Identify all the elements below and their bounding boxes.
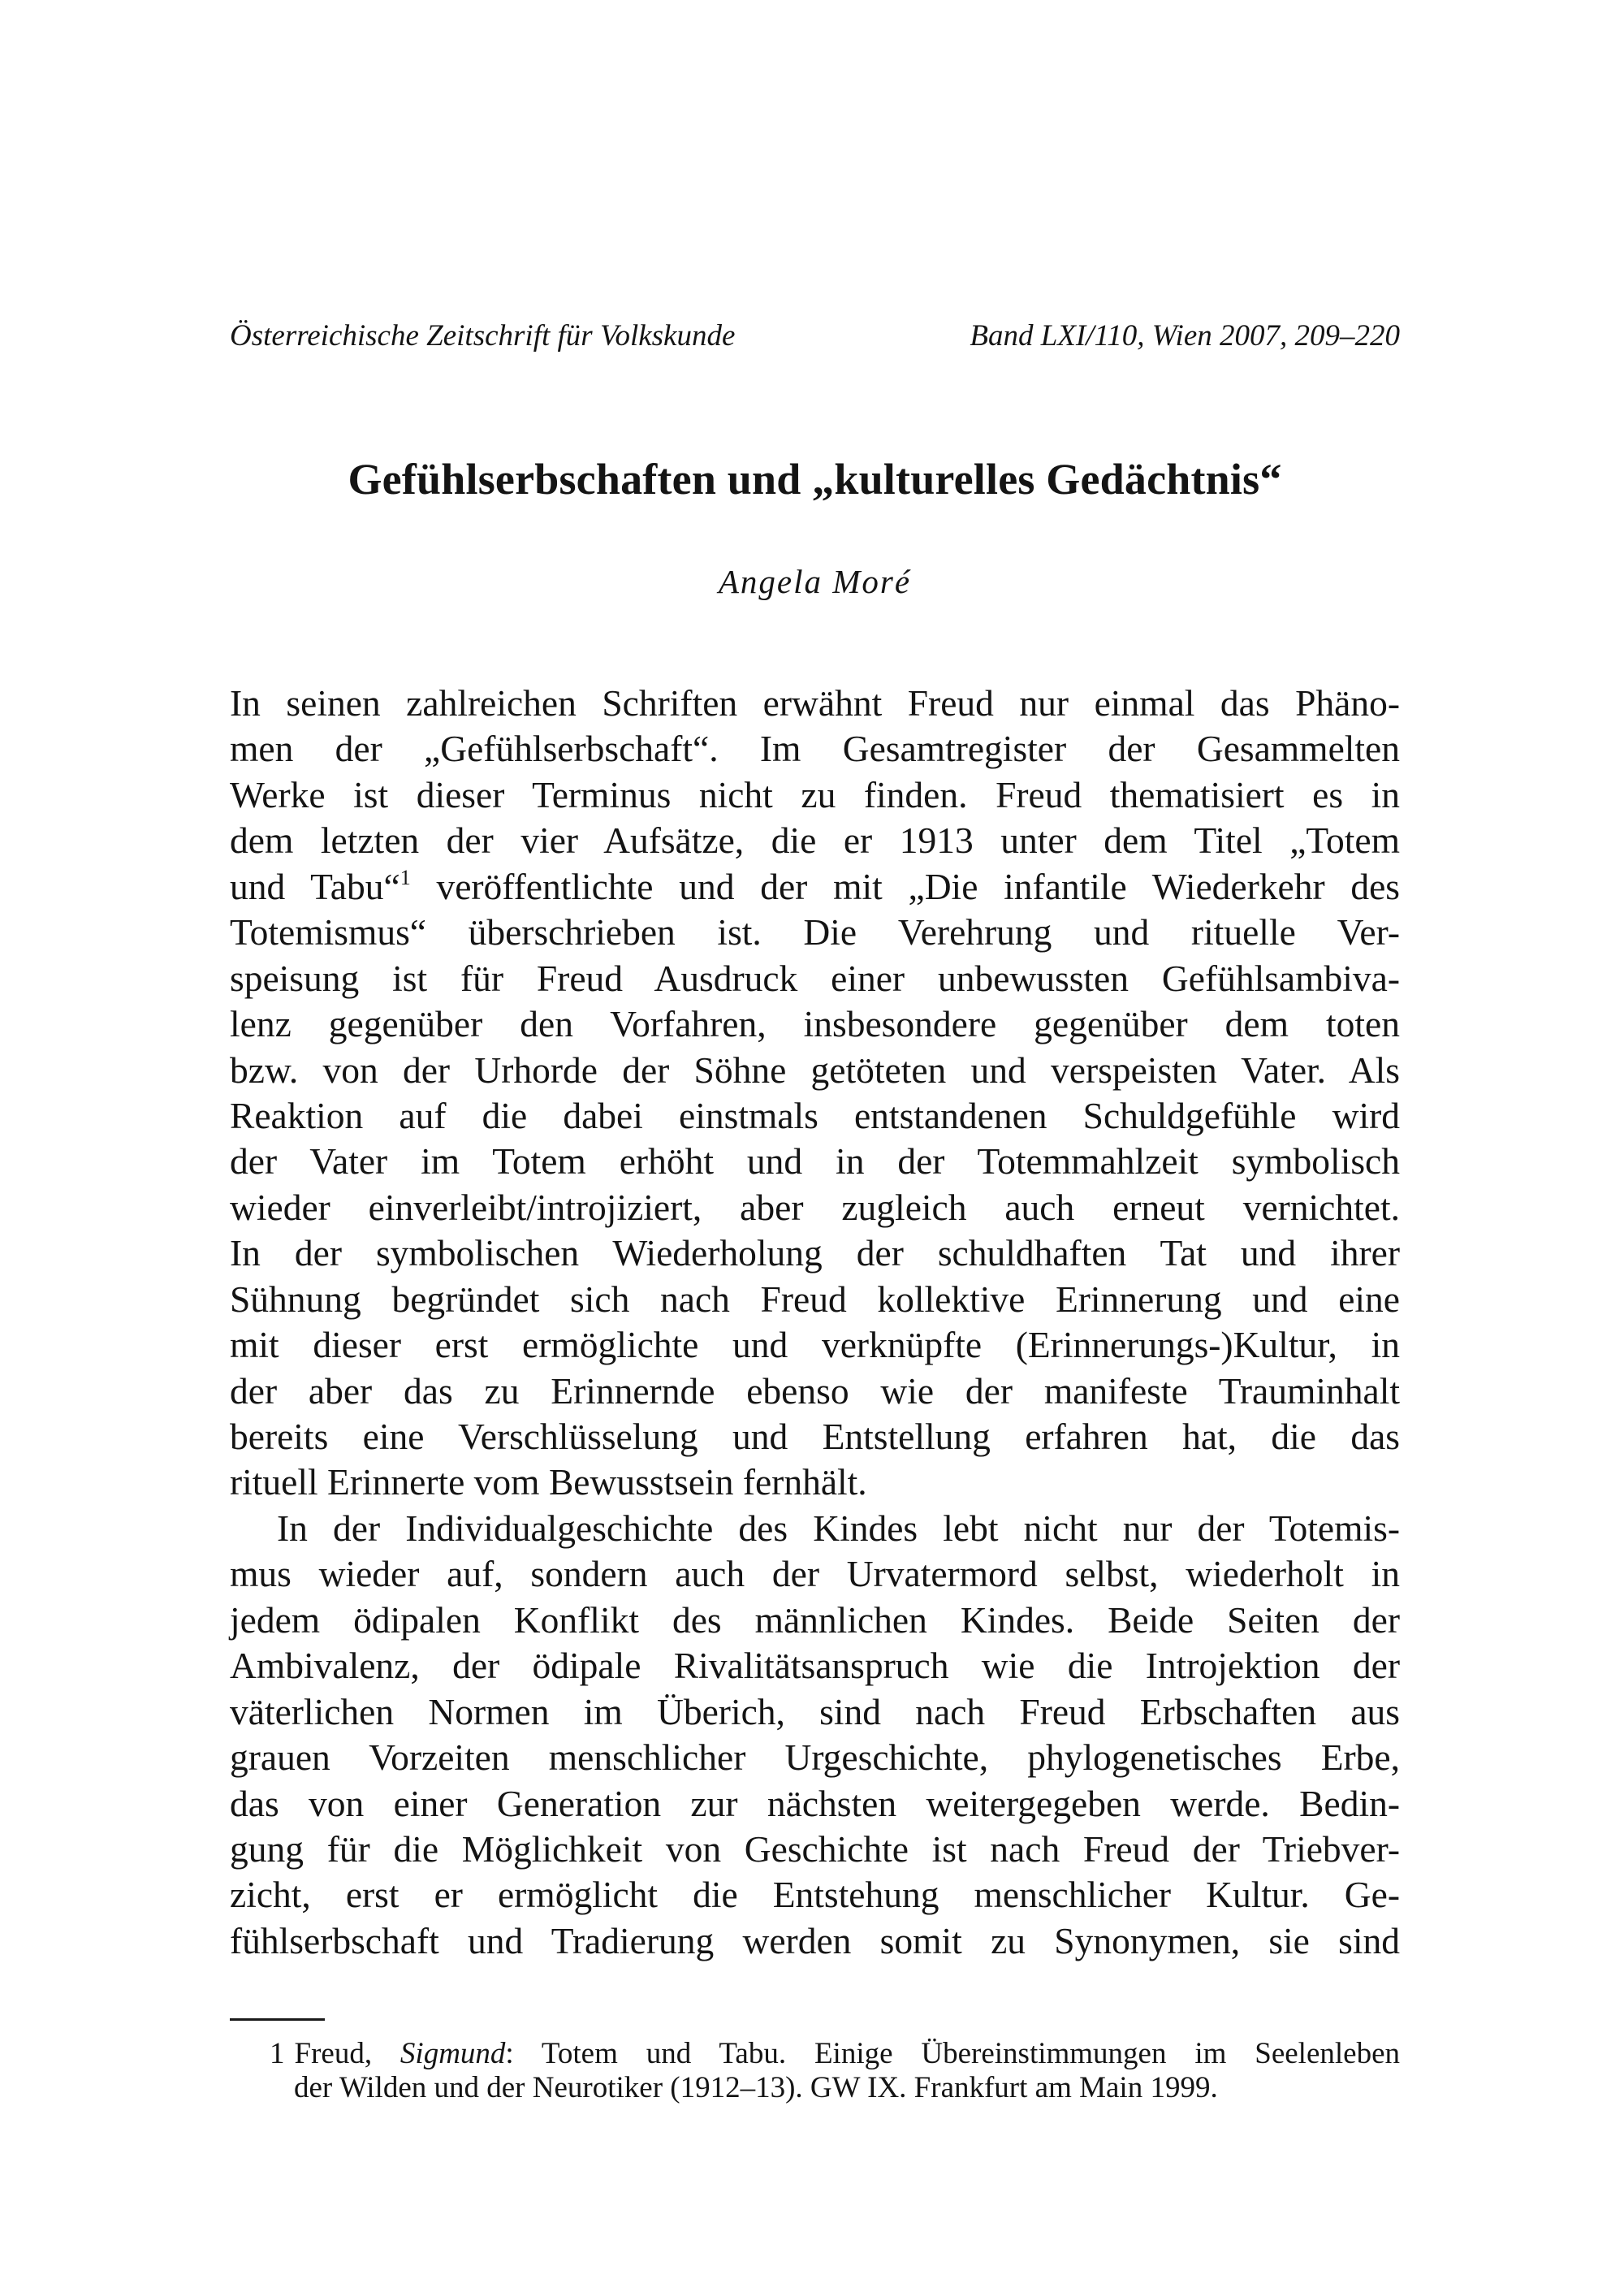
text-line: der Vater im Totem erhöht und in der Totemmahlzeit symbolisch — [230, 1140, 1400, 1183]
volume-info: Band LXI/110, Wien 2007, 209–220 — [970, 319, 1400, 352]
text-line: bzw. von der Urhorde der Söhne getöteten und verspeisten Vater. Als — [230, 1049, 1400, 1091]
text-line: mit dieser erst ermöglichte und verknüpfte (Erinnerungs-)Kultur, in — [230, 1324, 1400, 1366]
text-line: rituell Erinnerte vom Bewusstsein fernhält. — [230, 1461, 867, 1503]
text-line: speisung ist für Freud Ausdruck einer unbewussten Gefühlsambiva- — [230, 957, 1400, 999]
text-line: jedem ödipalen Konflikt des männlichen Kindes. Beide Seiten der — [230, 1598, 1400, 1641]
text-line: mus wieder auf, sondern auch der Urvatermord selbst, wiederholt in — [230, 1553, 1400, 1595]
text-fragment: und Tabu“ — [230, 865, 400, 907]
footnote-divider — [230, 2018, 325, 2021]
paragraph — [230, 1506, 1400, 1964]
text-line: Totemismus“ überschrieben ist. Die Verehrung und rituelle Ver- — [230, 911, 1400, 954]
text-line: Reaktion auf die dabei einstmals entstandenen Schuldgefühle wird — [230, 1094, 1400, 1136]
text-line: das von einer Generation zur nächsten weitergegeben werde. Bedin- — [230, 1782, 1400, 1824]
article-title: Gefühlserbschaften und „kulturelles Gedächtnis“ — [348, 455, 1282, 504]
footnote-author-surname: Freud, — [294, 2037, 400, 2070]
footnote-number: 1 — [270, 2037, 285, 2070]
text-line: Sühnung begründet sich nach Freud kollektive Erinnerung und eine — [230, 1278, 1400, 1320]
running-head — [230, 318, 1400, 354]
text-line: wieder einverleibt/introjiziert, aber zugleich auch erneut vernichtet. — [230, 1186, 1400, 1228]
text-line: Ambivalenz, der ödipale Rivalitätsanspruch wie die Introjektion der — [230, 1645, 1400, 1687]
text-line — [230, 864, 1400, 910]
journal-name: Österreichische Zeitschrift für Volkskunde — [230, 319, 736, 352]
text-line: In der Individualgeschichte des Kindes lebt nicht nur der Totemis- — [277, 1507, 1400, 1549]
text-line: dem letzten der vier Aufsätze, die er 1913 unter dem Titel „Totem — [230, 819, 1400, 862]
text-line: bereits eine Verschlüsselung und Entstellung erfahren hat, die das — [230, 1416, 1400, 1457]
footnote-line: der Wilden und der Neurotiker (1912–13). GW IX. Frankfurt am Main 1999. — [294, 2071, 1218, 2104]
text-fragment: veröffentlichte und der mit „Die infantile Wiederkehr des — [410, 865, 1401, 907]
article-author: Angela Moré — [718, 563, 912, 600]
footnote-colon: : — [505, 2037, 514, 2070]
text-line: gung für die Möglichkeit von Geschichte ist nach Freud der Triebver- — [230, 1827, 1400, 1870]
text-line: In der symbolischen Wiederholung der schuldhaften Tat und ihrer — [230, 1232, 1400, 1274]
footnote-reference[interactable]: 1 — [400, 865, 411, 889]
text-line: der aber das zu Erinnernde ebenso wie der manifeste Trauminhalt — [230, 1369, 1400, 1412]
text-line: men der „Gefühlserbschaft“. Im Gesamtregister der Gesammelten — [230, 728, 1400, 770]
footnote — [270, 2037, 1400, 2105]
text-line: väterlichen Normen im Überich, sind nach Freud Erbschaften aus — [230, 1690, 1400, 1732]
text-line: fühlserbschaft und Tradierung werden somit zu Synonymen, sie sind — [230, 1919, 1400, 1961]
text-line: grauen Vorzeiten menschlicher Urgeschichte, phylogenetisches Erbe, — [230, 1736, 1400, 1779]
footnote-citation: Totem und Tabu. Einige Übereinstimmungen im Seelenleben — [513, 2037, 1400, 2070]
footnote-line — [270, 2037, 1400, 2071]
paragraph — [230, 681, 1400, 1506]
text-line: zicht, erst er ermöglicht die Entstehung menschlicher Kultur. Ge- — [230, 1874, 1400, 1916]
article-body — [230, 681, 1400, 1964]
text-line: lenz gegenüber den Vorfahren, insbesondere gegenüber dem toten — [230, 1003, 1400, 1045]
footnote-author-given: Sigmund — [400, 2037, 506, 2070]
footnotes — [270, 2037, 1400, 2105]
text-line: In seinen zahlreichen Schriften erwähnt Freud nur einmal das Phäno- — [230, 682, 1400, 724]
text-line: Werke ist dieser Terminus nicht zu finden. Freud thematisiert es in — [230, 773, 1400, 815]
